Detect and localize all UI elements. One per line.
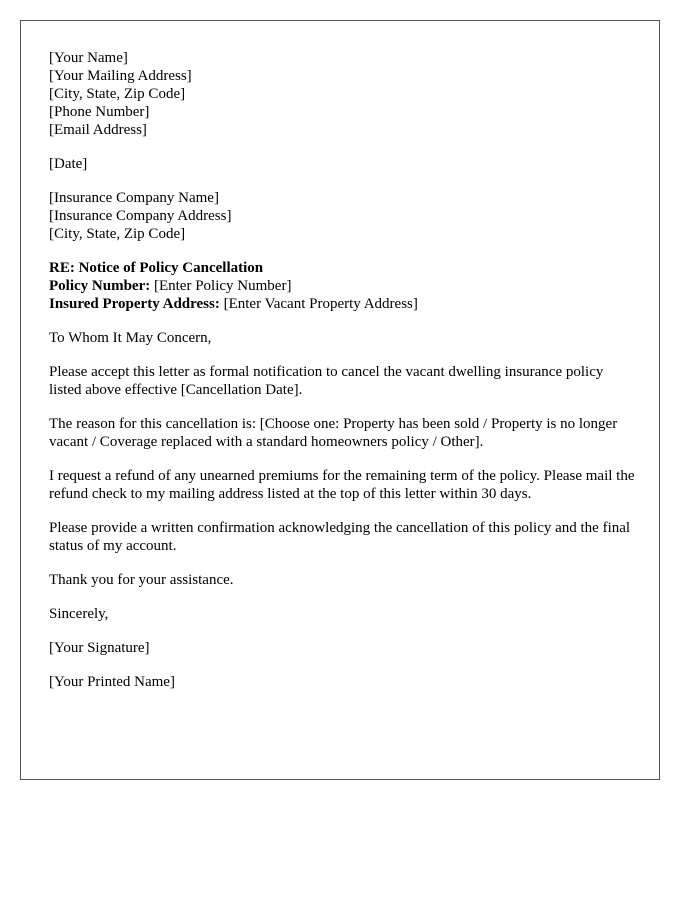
date-block	[49, 155, 639, 173]
policy-number-line	[49, 277, 639, 295]
subject-re-text: RE: Notice of Policy Cancellation	[49, 260, 264, 276]
sender-block	[49, 49, 639, 139]
recipient-company-name: [Insurance Company Name]	[49, 190, 219, 206]
subject-block	[49, 259, 639, 313]
sender-name: [Your Name]	[49, 50, 128, 66]
letter-page	[20, 20, 660, 780]
sender-phone: [Phone Number]	[49, 104, 150, 120]
recipient-city-state-zip: [City, State, Zip Code]	[49, 226, 186, 242]
paragraph-cancellation-reason: The reason for this cancellation is: [Choose one: Property has been sold / Property is no longer vacant / Coverage replaced with a standard homeowners policy / Other].	[49, 416, 618, 450]
property-address-label: Insured Property Address:	[49, 296, 220, 312]
paragraph-cancellation-notice: Please accept this letter as formal notification to cancel the vacant dwelling insurance policy listed above effective [Cancellation Date].	[49, 364, 604, 398]
sender-email: [Email Address]	[49, 122, 147, 138]
policy-number-value: [Enter Policy Number]	[150, 278, 292, 294]
paragraph-refund-request: I request a refund of any unearned premiums for the remaining term of the policy. Please mail the refund check to my mailing address listed at the top of this letter within 30 days.	[49, 468, 635, 502]
paragraph-thanks: Thank you for your assistance.	[49, 572, 234, 588]
paragraph-confirmation-request: Please provide a written confirmation acknowledging the cancellation of this policy and the final status of my account.	[49, 520, 631, 554]
letter-body	[49, 49, 639, 707]
salutation: To Whom It May Concern,	[49, 330, 212, 346]
closing: Sincerely,	[49, 606, 109, 622]
letter-date: [Date]	[49, 156, 88, 172]
property-address-value: [Enter Vacant Property Address]	[219, 296, 418, 312]
recipient-company-address: [Insurance Company Address]	[49, 208, 232, 224]
policy-number-label: Policy Number:	[49, 278, 151, 294]
printed-name-placeholder: [Your Printed Name]	[49, 674, 175, 690]
sender-mailing-address: [Your Mailing Address]	[49, 68, 192, 84]
subject-re	[49, 259, 639, 277]
property-address-line	[49, 295, 639, 313]
signature-placeholder: [Your Signature]	[49, 640, 150, 656]
recipient-block	[49, 189, 639, 243]
sender-city-state-zip: [City, State, Zip Code]	[49, 86, 186, 102]
